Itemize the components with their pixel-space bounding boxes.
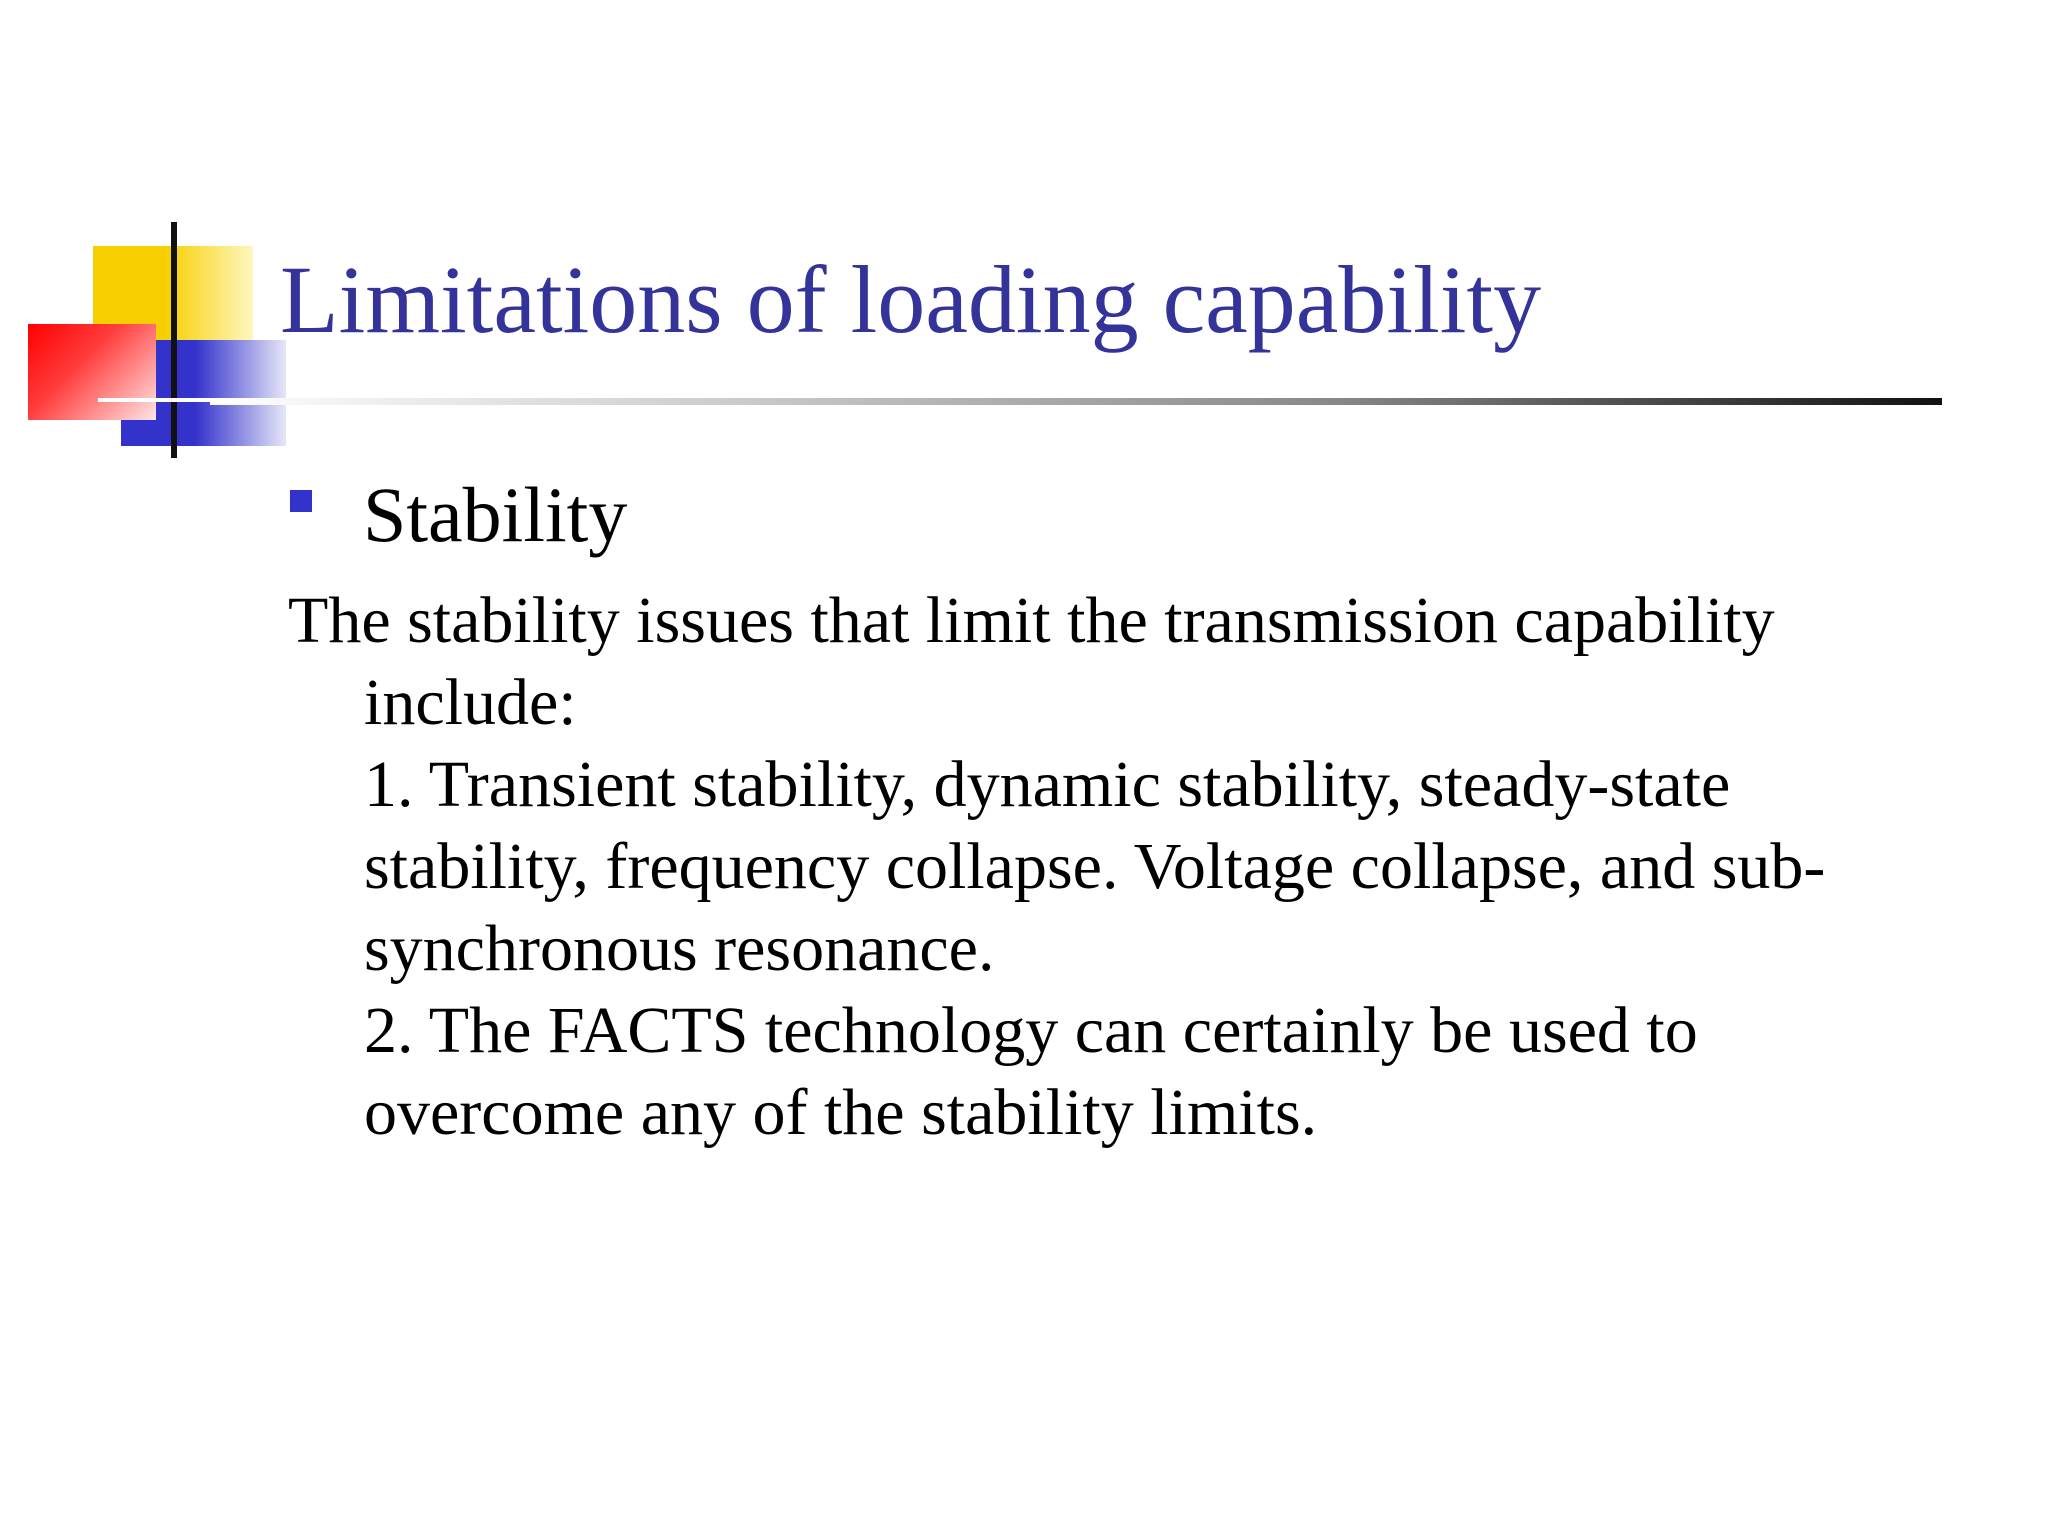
bullet-label: Stability <box>363 471 628 558</box>
slide-title: Limitations of loading capability <box>280 246 1542 353</box>
title-underline <box>210 398 1942 405</box>
body-text <box>288 580 1868 1154</box>
body-intro-line1: The stability issues that limit the transmission capability <box>288 584 1775 657</box>
body-item-2: 2. The FACTS technology can certainly be used to overcome any of the stability limits. <box>364 994 1698 1149</box>
decor-red-block <box>28 324 156 420</box>
body-intro-line2: include: <box>364 666 577 739</box>
body-item-1: 1. Transient stability, dynamic stability, steady-state stability, frequency collapse. Voltage collapse, and sub-synchronous resonance. <box>364 748 1826 985</box>
bullet-square-icon <box>290 490 312 512</box>
decor-vertical-line <box>171 222 177 458</box>
